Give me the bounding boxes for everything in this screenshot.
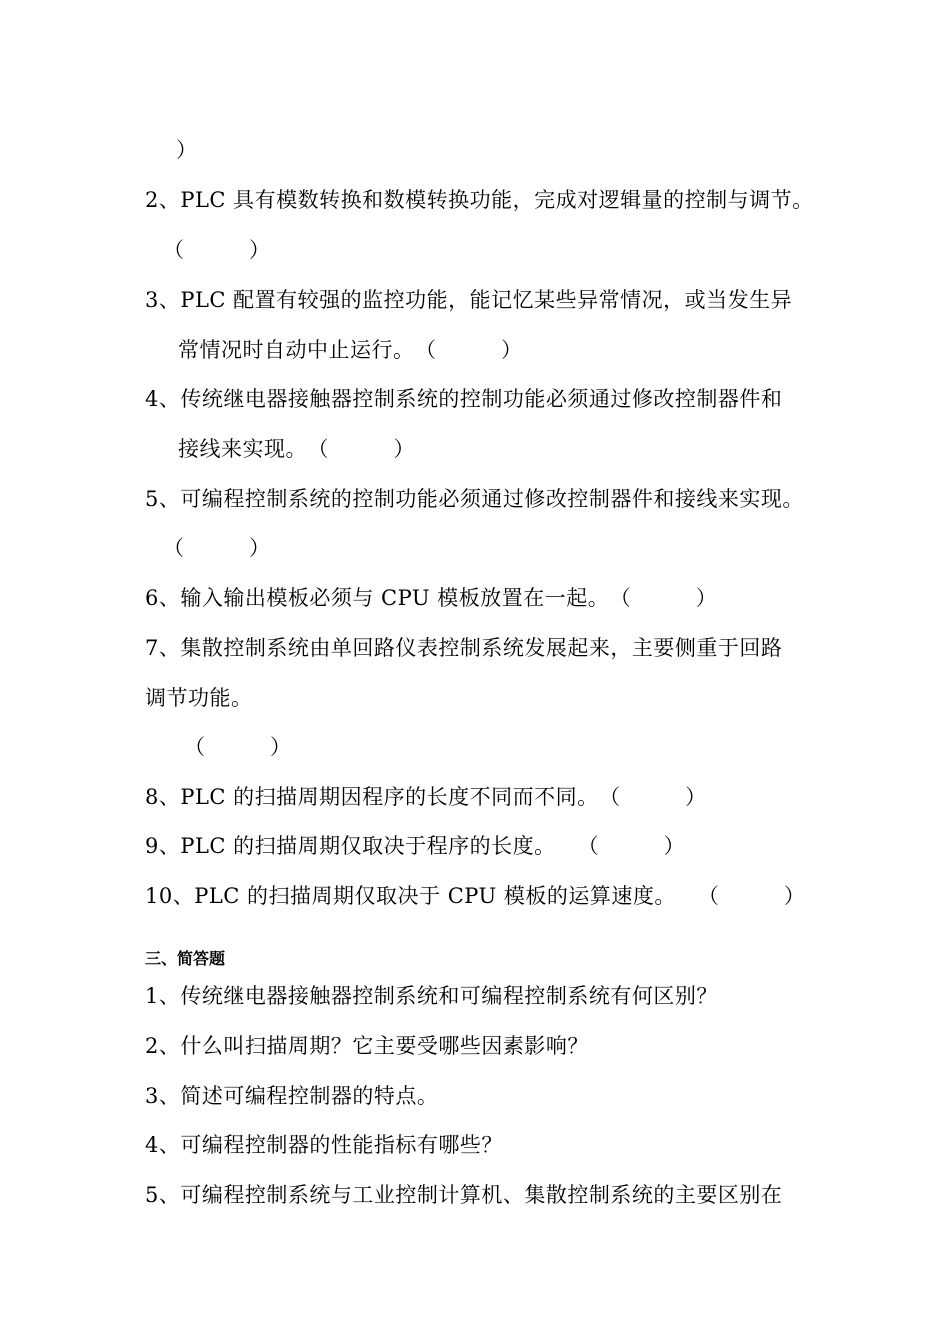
section-title-short-answer: 三、简答题 xyxy=(145,949,226,968)
judgement-question-7: 7、集散控制系统由单回路仪表控制系统发展起来，主要侧重于回路 xyxy=(145,636,783,660)
short-answer-question-3: 3、简述可编程控制器的特点。 xyxy=(145,1084,439,1108)
judgement-question-10: 10、PLC 的扫描周期仅取决于 CPU 模板的运算速度。 （ ） xyxy=(145,884,806,908)
judgement-question-4: 4、传统继电器接触器控制系统的控制功能必须通过修改控制器件和 xyxy=(145,387,783,411)
question-1-closing-paren: ） xyxy=(176,138,198,162)
judgement-question-5: 5、可编程控制系统的控制功能必须通过修改控制器件和接线来实现。 xyxy=(145,487,804,511)
judgement-question-4-cont: 接线来实现。 （ ） xyxy=(178,437,415,461)
answer-blank-5: （ ） xyxy=(163,536,271,560)
judgement-question-3: 3、PLC 配置有较强的监控功能，能记忆某些异常情况，或当发生异 xyxy=(145,288,793,312)
judgement-question-7-cont: 调节功能。 xyxy=(145,686,253,710)
judgement-question-9: 9、PLC 的扫描周期仅取决于程序的长度。 （ ） xyxy=(145,834,686,858)
judgement-question-3-cont: 常情况时自动中止运行。 （ ） xyxy=(178,338,523,362)
answer-blank-2: （ ） xyxy=(163,238,271,262)
short-answer-question-4: 4、可编程控制器的性能指标有哪些？ xyxy=(145,1133,503,1157)
short-answer-question-1: 1、传统继电器接触器控制系统和可编程控制系统有何区别？ xyxy=(145,984,718,1008)
short-answer-question-5: 5、可编程控制系统与工业控制计算机、集散控制系统的主要区别在 xyxy=(145,1183,783,1207)
answer-blank-7: （ ） xyxy=(184,735,292,759)
judgement-question-6: 6、输入输出模板必须与 CPU 模板放置在一起。 （ ） xyxy=(145,586,718,610)
judgement-question-2: 2、PLC 具有模数转换和数模转换功能，完成对逻辑量的控制与调节。 xyxy=(145,188,814,212)
judgement-question-8: 8、PLC 的扫描周期因程序的长度不同而不同。 （ ） xyxy=(145,785,707,809)
short-answer-question-2: 2、什么叫扫描周期？它主要受哪些因素影响？ xyxy=(145,1034,589,1058)
